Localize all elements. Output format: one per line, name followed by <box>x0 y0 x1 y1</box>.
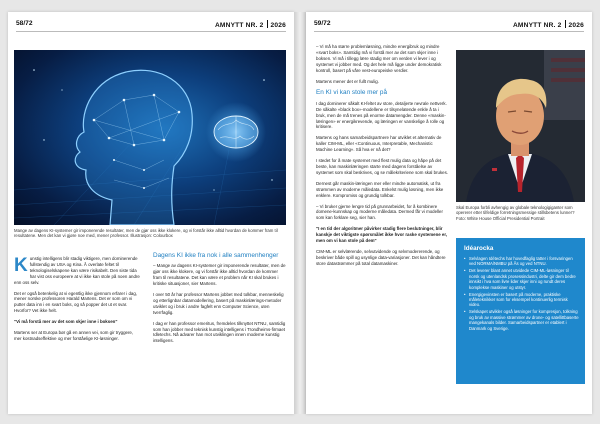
header-rule <box>16 31 286 32</box>
paragraph: I dag er han professor emeritus, fremdeles tilknyttet NTNU, samtidig som han jobber med teknisk kunstig intelligens i Trondheims-firmaet Idletechs. Nå advarer han mot utviklingen innen moderne kunstig intelligens. <box>153 320 286 344</box>
page-header <box>314 20 584 32</box>
page-58 <box>8 12 294 414</box>
paragraph: Martens mener det er fullt mulig. <box>316 78 379 84</box>
paragraph: I dag dominerer såkalt KI-feltet av store, detaljerte nevrale nettverk. De såkalte «black box»-modellene er tilsynelatende enkle å ta i bruk, men de må trenes på enorme datamengder. Denne «maskin-læringen» er energikrevende, og læringen er vanskelige å rolle og kritisere. <box>316 100 447 130</box>
paragraph: Martens og hans samarbeidspartnere har utviklet et alternativ de kaller CIM-ML, eller «Continuous, Interpretable, Mechanistic Machine Learning». Så hva er nå det? <box>316 135 442 153</box>
paragraph: CIM-ML er selvlærende, selvutvidende og selvmodererende, og beskriver både spill og usynlige data-variasjoner. Det kan håndtere store datastrømmer på total datamaskiner. <box>316 248 446 266</box>
fact-box-title: Idéarocka <box>464 245 494 252</box>
image-caption: Skal Europa forbli avhengig av globale teknologigiganter som opererer etter tilfeldige forretningsmessige stillsbetens lunner? Foto: White House Official Presidential Portrait <box>456 205 575 221</box>
pull-quote: "Vi må forstå mer av det som skjer inne i boksen" <box>14 319 118 325</box>
fact-box <box>456 238 585 384</box>
header-divider <box>565 20 566 28</box>
magazine-year: 2026 <box>270 22 286 29</box>
paragraph: – Vi må ha større problemløsning, mindre energibruk og mindre «svart boks». Samtidig må vi forstå mer av det som skjer inne i boksen. Vi må i tillegg lære stadig mer om verden vi lever i og systemet vi jobber med. Og det hele må ligge under demokratisk kontroll, basert på våre vest-europeiske verdier. <box>316 44 442 73</box>
paragraph: – Mange av dagens KI-systemer gir imponerende resultater, men de gjør oss ikke klokere, og vi forstår ikke alltid hvordan de kommer fram til resultatene. Det kan være et problem når KI skal brukes i kritiske situasjoner, sier Martens. <box>153 263 286 287</box>
paragraph: I over 50 år har professor Martens jobbet med tolkbar, menneskelig og etterlignbar datamodellering, basert på maskinlærings-metoder utviklet og i bruk i andre fagfelt enn Computer Science, uten tverrfaglig. <box>153 292 284 315</box>
fact-list <box>464 256 580 332</box>
list-item: • Det leverer blant annet utvidede CIM-ML-løsninger til norsk og utenlandsk prosessindustri, delte gir dem bedre innsikt i hva som livre lider skjer inni og rundt deres komplekse maskiner og utstyr. <box>464 268 580 290</box>
ai-head-illustration <box>14 50 286 225</box>
portrait-photo <box>456 50 585 202</box>
section-heading: En KI vi kan stole mer på <box>316 89 388 97</box>
paragraph: Dernest går maskin-læringen mer eller mindre automatisk, ut fra strømmen av moderne måledata. Enkelst mulig løsning, men ikke enklere. Kompromiss og grundig tolkbar. <box>316 180 444 198</box>
magazine-issue <box>513 20 584 29</box>
list-item: • Selskapet utvikler også løsninger for kompresjon, tolkning og bruk av massive strømmer av drone- og satellittbaserte mangekanals bilder. Samarbeidspartner er etablert i Danmark og Sverige. <box>464 309 580 331</box>
header-rule <box>314 31 584 32</box>
paragraph: Det er også betenkelig at vi egentlig ikke gjennom erfarer i dag, mener norske professoren Harald Martens. Det er som om vi putter data inn i en svart boks, og så popper det ut et svar. Hvorfor? Vet ikke helt. <box>14 290 138 314</box>
article-column-3 <box>316 44 448 272</box>
list-item: • Energigevinsten er basert på moderne, praktiske måleteknikker som for eksempel kontinuerlig termisk video. <box>464 292 580 308</box>
page-header <box>16 20 286 32</box>
paragraph: I stedet for å mate systemet med flest mulig data og håpe på det beste, kan maskinlæringen starte med dagens forståelse av systemet som skal beskrives, og se målekriteriene som skal brukes. <box>316 158 449 175</box>
paragraph: unstig intelligens blir stadig viktigere, men dominerende fullstendig av USA og Kina. Å overlate feltet til teknologiselskapene kan være risikabelt. Den siste tida har vist oss europeere at vi ikke kan stole på noen andre enn oss selv. <box>14 256 140 285</box>
page-spine <box>294 12 306 414</box>
portrait-graphic <box>456 50 585 202</box>
article-column-1 <box>14 256 140 347</box>
ai-head-graphic <box>14 50 286 225</box>
magazine-year: 2026 <box>568 22 584 29</box>
paragraph: – Vi bruker gjerne lengre tid på grunnarbeidet, for å kombinere domene-kunnskap og moderne måledata. Dermed får vi modeller som kan forklare seg, sier han. <box>316 203 443 221</box>
section-heading: Dagens KI ikke fra nok i alle sammenhenger <box>153 252 279 259</box>
magazine-title: AMNYTT NR. 2 <box>512 22 562 29</box>
paragraph: Martens ser at Europa bør gå en annen vei, som gir tryggere, mer kostnadseffektive og mer forståelige KI-løsninger. <box>14 330 134 341</box>
list-item: • Selvlagen Idétechs har hovedfaglig tatter i forsvaringen ved NORMA/NMBU på Ås og ved NTNU. <box>464 256 580 267</box>
article-column-2 <box>153 252 287 349</box>
pull-quote: "I en tid der algoritmer påvirker stadig flere beslutninger, blir kanskje det viktigste spørsmålet ikke hvor raske systemene er, men om vi kan stole på dem" <box>316 226 448 244</box>
magazine-issue <box>215 20 286 29</box>
page-number: 58/72 <box>16 20 33 27</box>
page-number: 59/72 <box>314 20 331 27</box>
drop-cap: K <box>14 255 28 276</box>
image-caption: Mange av dagens KI-systemer gir imponerende resultater, men de gjør oss ikke klokere, og vi forstår ikke alltid hvordan de kommer fram til resultatene. Men det kan vi gjøre noe med, mener professor. Illustrasjon: Colourbox <box>14 228 278 239</box>
page-59 <box>306 12 592 414</box>
header-divider <box>267 20 268 28</box>
magazine-title: AMNYTT NR. 2 <box>214 22 264 29</box>
